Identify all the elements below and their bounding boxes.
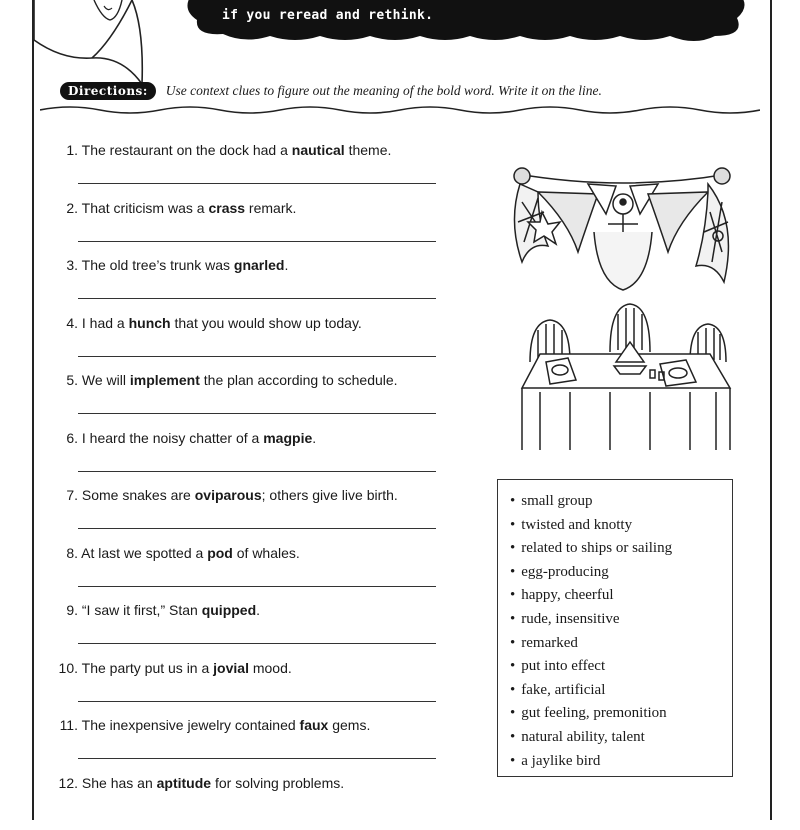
question-text: I heard the noisy chatter of a [82, 430, 263, 446]
question-number: 11. [48, 715, 78, 735]
word-bank-item: • put into effect [510, 655, 732, 679]
answer-line[interactable] [78, 471, 436, 472]
answer-line[interactable] [78, 413, 436, 414]
bold-word: faux [300, 717, 329, 733]
question-text-end: . [312, 430, 316, 446]
answer-line[interactable] [78, 183, 436, 184]
question-number: 4. [48, 313, 78, 333]
banner-text: if you reread and rethink. [222, 8, 433, 23]
question-text-end: gems. [328, 717, 370, 733]
word-bank-item: • a jaylike bird [510, 750, 732, 774]
bold-word: oviparous [195, 487, 262, 503]
bold-word: nautical [292, 142, 345, 158]
question-list [48, 140, 468, 830]
bold-word: gnarled [234, 257, 285, 273]
nautical-pennants-anchor-icon [508, 162, 738, 302]
restaurant-table-icon [510, 302, 740, 452]
question-text: Some snakes are [82, 487, 195, 503]
question-item [48, 313, 468, 371]
question-number: 8. [48, 543, 78, 563]
curled-page-corner-icon [32, 0, 172, 84]
question-text: The inexpensive jewelry contained [82, 717, 300, 733]
question-number: 5. [48, 370, 78, 390]
question-item [48, 140, 468, 198]
question-item [48, 485, 468, 543]
question-text: At last we spotted a [81, 545, 207, 561]
question-number: 10. [48, 658, 78, 678]
word-bank-item: • natural ability, talent [510, 726, 732, 750]
answer-line[interactable] [78, 643, 436, 644]
question-item [48, 370, 468, 428]
question-text: She has an [82, 775, 157, 791]
word-bank-item: • happy, cheerful [510, 584, 732, 608]
word-bank-item: • remarked [510, 632, 732, 656]
word-bank-item: • fake, artificial [510, 679, 732, 703]
question-text-end: that you would show up today. [171, 315, 362, 331]
bold-word: jovial [213, 660, 249, 676]
directions-label: Directions: [60, 82, 156, 100]
directions-text: Use context clues to figure out the meaning of the bold word. Write it on the line. [166, 83, 602, 99]
question-item [48, 600, 468, 658]
answer-line[interactable] [78, 356, 436, 357]
question-text-end: of whales. [233, 545, 300, 561]
bold-word: hunch [129, 315, 171, 331]
bold-word: pod [207, 545, 233, 561]
question-number: 2. [48, 198, 78, 218]
question-text-end: . [284, 257, 288, 273]
answer-line[interactable] [78, 758, 436, 759]
question-text: The restaurant on the dock had a [82, 142, 292, 158]
bold-word: crass [208, 200, 245, 216]
question-text: I had a [82, 315, 129, 331]
word-bank-item: • gut feeling, premonition [510, 702, 732, 726]
bold-word: magpie [263, 430, 312, 446]
answer-line[interactable] [78, 586, 436, 587]
question-number: 7. [48, 485, 78, 505]
question-item [48, 428, 468, 486]
word-bank-item: • related to ships or sailing [510, 537, 732, 561]
bold-word: quipped [202, 602, 256, 618]
answer-line[interactable] [78, 701, 436, 702]
question-item [48, 715, 468, 773]
question-text-end: for solving problems. [211, 775, 344, 791]
question-text: “I saw it first,” Stan [82, 602, 202, 618]
question-item [48, 543, 468, 601]
wavy-divider [40, 102, 760, 118]
word-bank-item: • rude, insensitive [510, 608, 732, 632]
question-text-end: ; others give live birth. [262, 487, 398, 503]
question-text-end: remark. [245, 200, 296, 216]
question-item [48, 198, 468, 256]
word-bank-item: • egg-producing [510, 561, 732, 585]
word-bank [497, 479, 733, 777]
question-text-end: the plan according to schedule. [200, 372, 398, 388]
question-text: That criticism was a [82, 200, 209, 216]
word-bank-item: • small group [510, 490, 732, 514]
question-item [48, 773, 468, 830]
question-item [48, 658, 468, 716]
question-number: 12. [48, 773, 78, 793]
question-text: The party put us in a [82, 660, 214, 676]
question-number: 9. [48, 600, 78, 620]
question-text-end: . [256, 602, 260, 618]
bold-word: implement [130, 372, 200, 388]
question-text: We will [82, 372, 130, 388]
directions [60, 80, 740, 102]
question-number: 6. [48, 428, 78, 448]
answer-line[interactable] [78, 241, 436, 242]
answer-line[interactable] [78, 528, 436, 529]
question-text: The old tree’s trunk was [82, 257, 234, 273]
question-text-end: theme. [345, 142, 392, 158]
bold-word: aptitude [157, 775, 211, 791]
question-number: 3. [48, 255, 78, 275]
question-item [48, 255, 468, 313]
answer-line[interactable] [78, 298, 436, 299]
question-text-end: mood. [249, 660, 292, 676]
question-number: 1. [48, 140, 78, 160]
word-bank-item: • twisted and knotty [510, 514, 732, 538]
